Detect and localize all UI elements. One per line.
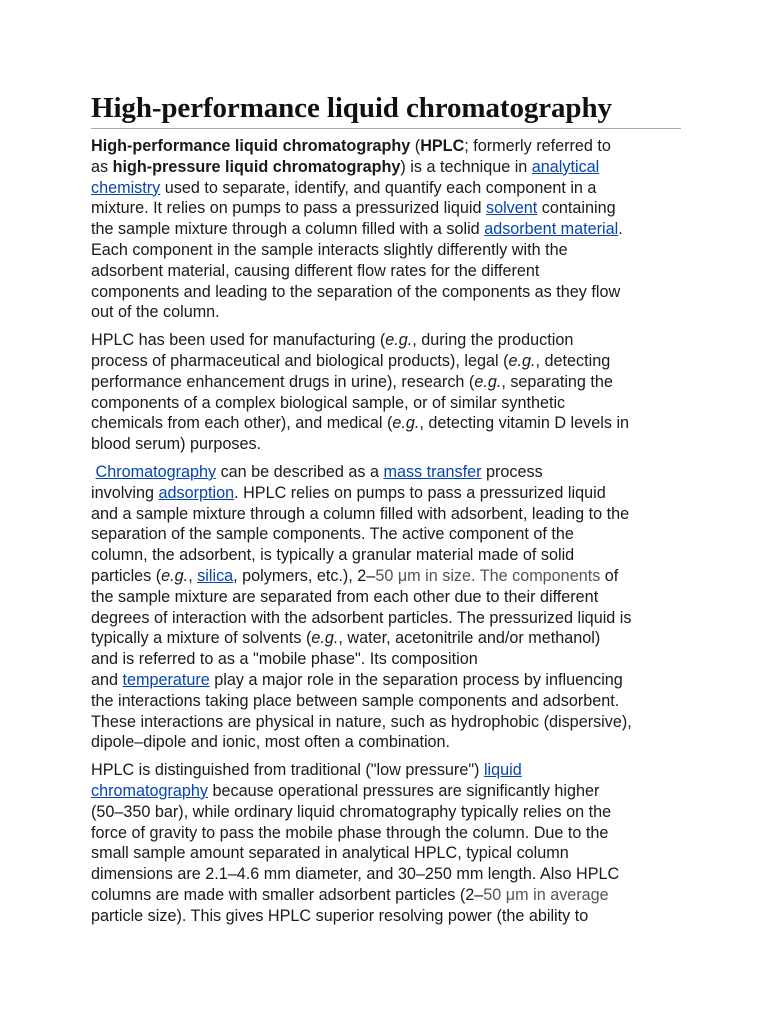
article-body xyxy=(91,136,691,933)
article-title: High-performance liquid chromatography xyxy=(91,92,612,124)
paragraph-mechanism: Chromatography can be described as a mass transfer process involving adsorption. HPLC relies on pumps to pass a pressurized liquid and a sample mixture through a column filled with adsorbent, leading to the separation of the sample components. The active component of the column, the adsorbent, is typically a granular material made of solid particles (e.g., silica, polymers, etc.), 2–50 μm in size. The components of the sample mixture are separated from each other due to their different degrees of interaction with the adsorbent particles. The pressurized liquid is typically a mixture of solvents (e.g., water, acetonitrile and/or methanol) and is referred to as a "mobile phase". Its composition and temperature play a major role in the separation process by influencing the interactions taking place between sample components and adsorbent. These interactions are physical in nature, such as hydrophobic (dispersive), dipole–dipole and ionic, most often a combination. xyxy=(91,462,632,752)
bold-term: high-pressure liquid chromatography xyxy=(112,157,401,176)
link-analytical-chemistry-cont[interactable]: chemistry xyxy=(91,178,161,197)
paragraph-intro: High-performance liquid chromatography (HPLC; formerly referred to as high-pressure liquid chromatography) is a technique in analytical chemistry used to separate, identify, and quantify each component in a mixture. It relies on pumps to pass a pressurized liquid solvent containing the sample mixture through a column filled with a solid adsorbent material. Each component in the sample interacts slightly differently with the adsorbent material, causing different flow rates for the different components and leading to the separation of the components as they flow out of the column. xyxy=(91,137,623,322)
link-analytical-chemistry[interactable]: analytical xyxy=(531,157,600,176)
bold-acronym: HPLC xyxy=(420,137,465,155)
link-adsorbent-material[interactable]: adsorbent material xyxy=(484,220,619,239)
link-silica[interactable]: silica xyxy=(197,566,234,585)
link-chromatography[interactable]: Chromatography xyxy=(95,462,217,481)
bold-term: High-performance liquid chromatography xyxy=(91,137,411,155)
link-adsorption[interactable]: adsorption xyxy=(158,483,235,502)
link-mass-transfer[interactable]: mass transfer xyxy=(383,462,482,481)
paragraph-comparison: HPLC is distinguished from traditional ("low pressure") liquid chromatography because operational pressures are significantly higher (50–350 bar), while ordinary liquid chromatography typically relies on the force of gravity to pass the mobile phase through the column. Due to the small sample amount separated in analytical HPLC, typical column dimensions are 2.1–4.6 mm diameter, and 30–250 mm length. Also HPLC columns are made with smaller adsorbent particles (2–50 μm in average particle size). This gives HPLC superior resolving power (the ability to xyxy=(91,761,620,925)
link-solvent[interactable]: solvent xyxy=(485,199,538,218)
title-divider xyxy=(91,128,681,129)
link-liquid-chromatography[interactable]: liquid xyxy=(483,761,522,780)
link-temperature[interactable]: temperature xyxy=(122,670,210,689)
link-liquid-chromatography-cont[interactable]: chromatography xyxy=(91,781,208,800)
paragraph-uses: HPLC has been used for manufacturing (e.g., during the production process of pharmaceutical and biological products), legal (e.g., detecting performance enhancement drugs in urine), research (e.g., separating the components of a complex biological sample, or of similar synthetic chemicals from each other), and medical (e.g., detecting vitamin D levels in blood serum) purposes. xyxy=(91,331,630,454)
